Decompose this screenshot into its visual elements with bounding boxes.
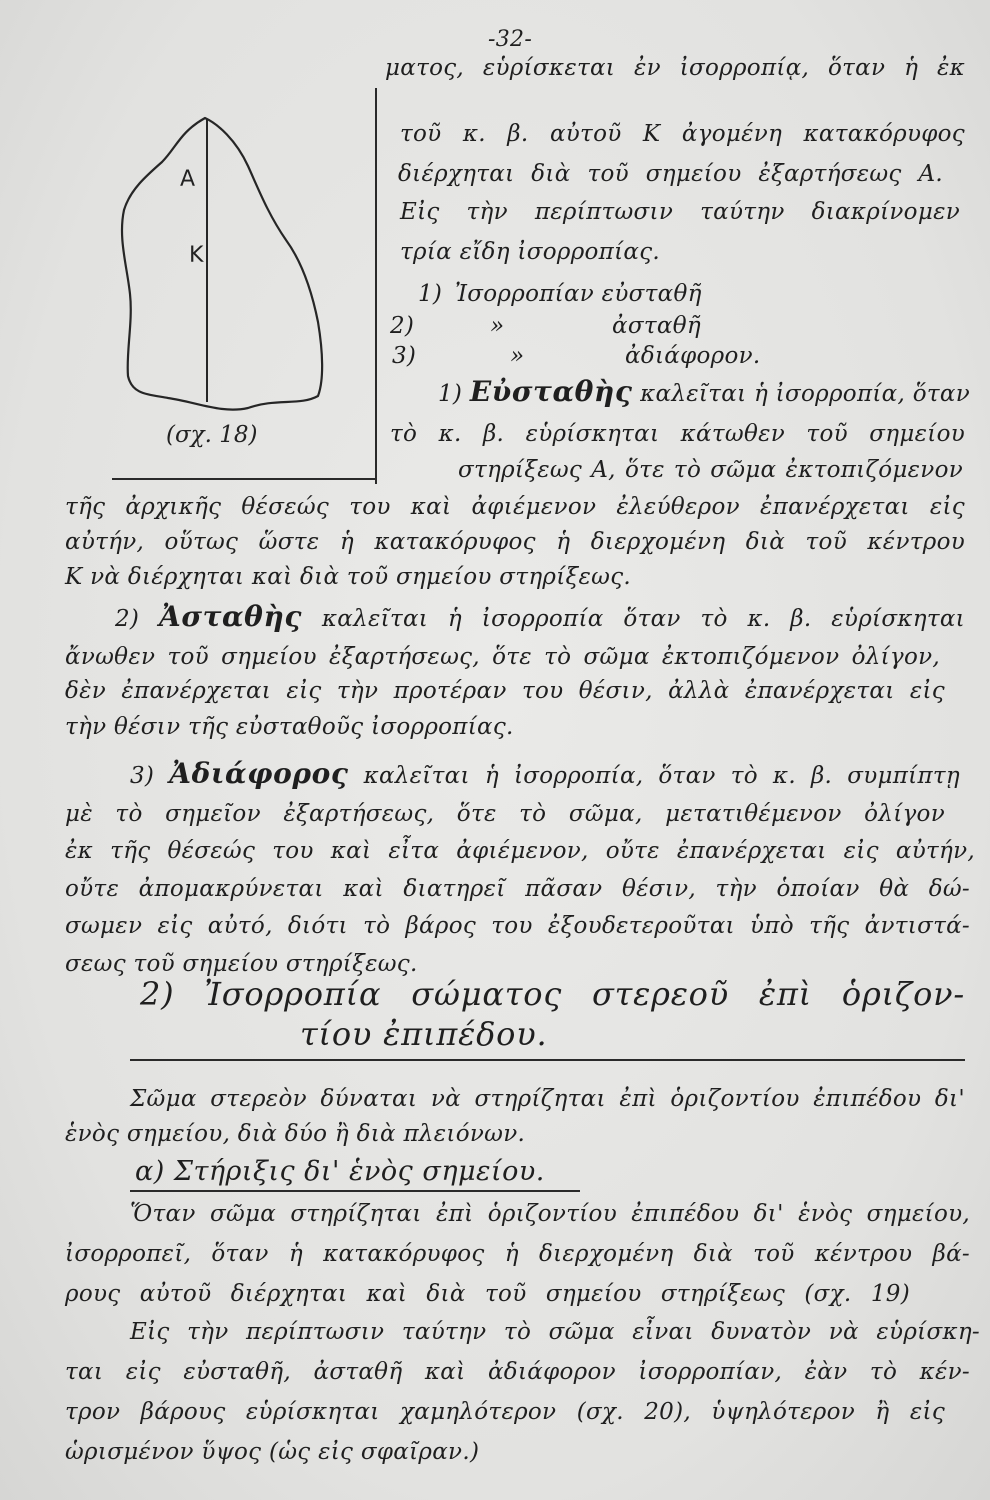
text-line: τοῦ κ. β. αὐτοῦ Κ ἀγομένη κατακόρυφος — [400, 121, 965, 147]
text-fragment: καλεῖται ἡ ἰσορροπία, ὅταν — [640, 381, 971, 407]
subsection-heading: α) Στήριξις δι' ἑνὸς σημείου. — [135, 1156, 545, 1187]
text-line: σωμεν εἰς αὐτό, διότι τὸ βάρος του ἐξουδετεροῦται ὑπὸ τῆς ἀντιστά- — [65, 913, 970, 939]
section-heading-continued: τίου ἐπιπέδου. — [300, 1015, 548, 1053]
text-line: δὲν ἐπανέρχεται εἰς τὴν προτέραν του θέσιν, ἀλλὰ ἐπανέρχεται εἰς — [65, 678, 945, 704]
page-number: -32- — [488, 27, 533, 52]
text-line: τρον βάρους εὑρίσκηται χαμηλότερον (σχ. 20), ὑψηλότερον ἢ εἰς — [65, 1399, 945, 1425]
text-line: ὡρισμένον ὕψος (ὡς εἰς σφαῖραν.) — [65, 1439, 480, 1465]
item-number: 2) — [115, 606, 140, 632]
section-heading: 2) Ἰσορροπία σώματος στερεοῦ ἐπὶ ὁριζον- — [140, 975, 965, 1013]
subsection-heading-underline — [130, 1190, 580, 1192]
text-line: Κ νὰ διέρχηται καὶ διὰ τοῦ σημείου στηρίξεως. — [65, 564, 631, 590]
kind-text: ἀδιάφορον. — [625, 343, 761, 369]
text-line: ἰσορροπεῖ, ὅταν ἡ κατακόρυφος ἡ διερχομένη διὰ τοῦ κέντρου βά- — [65, 1241, 970, 1267]
column-divider — [375, 88, 377, 484]
text-line: μὲ τὸ σημεῖον ἐξαρτήσεως, ὅτε τὸ σῶμα, μετατιθέμενον ὀλίγον — [65, 801, 945, 827]
item-number: 3) — [130, 763, 155, 789]
text-line: Ὅταν σῶμα στηρίζηται ἐπὶ ὁριζοντίου ἐπιπέδου δι' ἑνὸς σημείου, — [130, 1201, 970, 1227]
term-stable: Εὐσταθὴς — [469, 375, 633, 408]
item-number: 1) — [438, 381, 463, 407]
unstable-definition-line — [115, 601, 965, 635]
section-heading-underline — [130, 1059, 965, 1061]
text-line: τὴν θέσιν τῆς εὐσταθοῦς ἰσορροπίας. — [65, 714, 514, 740]
ditto-mark: » — [490, 313, 505, 339]
text-line: τὸ κ. β. εὑρίσκηται κάτωθεν τοῦ σημείου — [390, 421, 965, 447]
point-k-label: Κ — [189, 243, 204, 268]
text-line: ματος, εὑρίσκεται ἐν ἰσορροπίᾳ, ὅταν ἡ ἐκ — [385, 55, 965, 81]
figure-bottom-rule — [112, 478, 377, 480]
kind-number: 1) — [418, 281, 443, 307]
text-line: τρία εἴδη ἰσορροπίας. — [400, 239, 661, 265]
indifferent-definition-line — [130, 758, 960, 792]
kind-text: ἀσταθῆ — [612, 313, 701, 339]
text-line: Σῶμα στερεὸν δύναται νὰ στηρίζηται ἐπὶ ὁριζοντίου ἐπιπέδου δι' — [130, 1086, 965, 1112]
kind-text: Ἰσορροπίαν εὐσταθῆ — [455, 281, 702, 307]
ditto-mark: » — [510, 343, 525, 369]
kind-number: 2) — [390, 313, 415, 339]
text-line: οὔτε ἀπομακρύνεται καὶ διατηρεῖ πᾶσαν θέσιν, τὴν ὁποίαν θὰ δώ- — [65, 876, 970, 902]
text-line: ἄνωθεν τοῦ σημείου ἐξαρτήσεως, ὅτε τὸ σῶμα ἐκτοπιζόμενον ὀλίγον, — [65, 644, 940, 670]
text-line: ρους αὐτοῦ διέρχηται καὶ διὰ τοῦ σημείου στηρίξεως (σχ. 19) — [65, 1281, 910, 1307]
text-line: Εἰς τὴν περίπτωσιν ταύτην τὸ σῶμα εἶναι δυνατὸν νὰ εὑρίσκη- — [130, 1319, 980, 1345]
text-fragment: καλεῖται ἡ ἰσορροπία, ὅταν τὸ κ. β. συμπίπτῃ — [363, 763, 960, 789]
text-fragment: καλεῖται ἡ ἰσορροπία ὅταν τὸ κ. β. εὑρίσκηται — [321, 606, 965, 632]
text-line: ἑνὸς σημείου, διὰ δύο ἢ διὰ πλειόνων. — [65, 1121, 526, 1147]
text-line: τῆς ἀρχικῆς θέσεώς του καὶ ἀφιέμενον ἐλεύθερον ἐπανέρχεται εἰς — [65, 494, 965, 520]
text-line: στηρίξεως Α, ὅτε τὸ σῶμα ἐκτοπιζόμενον — [458, 457, 963, 483]
text-line: ται εἰς εὐσταθῆ, ἀσταθῆ καὶ ἀδιάφορον ἰσορροπίαν, ἐὰν τὸ κέν- — [65, 1359, 970, 1385]
text-line: Εἰς τὴν περίπτωσιν ταύτην διακρίνομεν — [400, 199, 960, 225]
text-line: ἐκ τῆς θέσεώς του καὶ εἶτα ἀφιέμενον, οὔτε ἐπανέρχεται εἰς αὐτήν, — [65, 838, 975, 864]
term-unstable: Ἀσταθὴς — [159, 600, 303, 633]
text-line: σεως τοῦ σημείου στηρίξεως. — [65, 951, 418, 977]
suspended-body-outline — [122, 118, 322, 410]
stable-definition-line — [438, 375, 971, 410]
text-line: διέρχηται διὰ τοῦ σημείου ἐξαρτήσεως Α. — [398, 161, 943, 187]
figure-caption: (σχ. 18) — [166, 422, 258, 448]
term-indifferent: Ἀδιάφορος — [169, 757, 349, 790]
text-line: αὐτήν, οὕτως ὥστε ἡ κατακόρυφος ἡ διερχομένη διὰ τοῦ κέντρου — [65, 529, 965, 555]
kind-number: 3) — [392, 343, 417, 369]
point-a-label: Α — [180, 167, 196, 192]
